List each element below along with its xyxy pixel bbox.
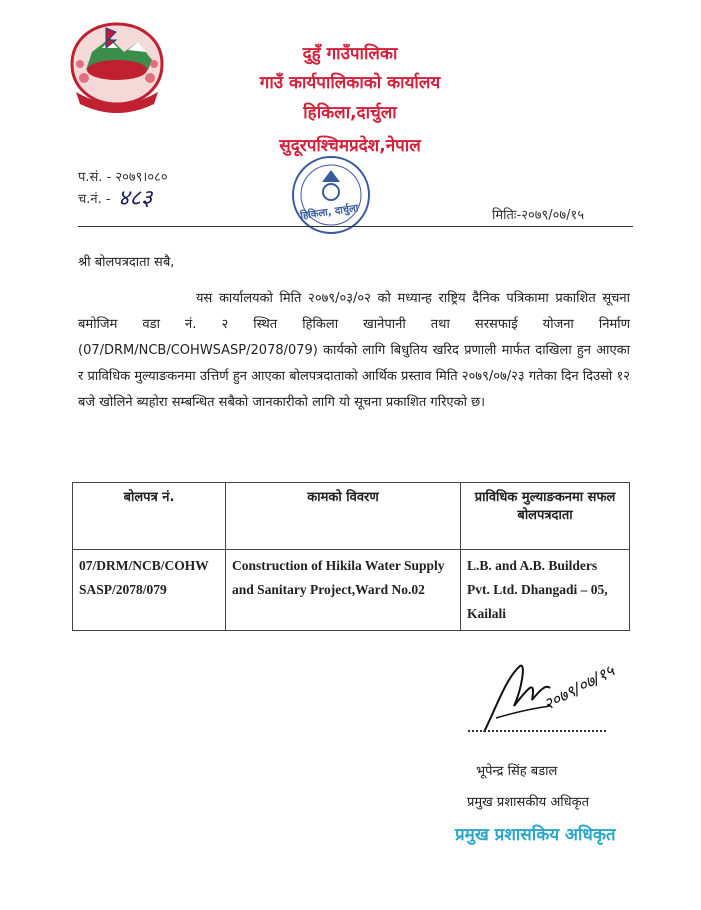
header-office: गाउँ कार्यपालिकाको कार्यालय (259, 73, 441, 93)
dispatch-number: ४८३ (118, 186, 153, 211)
header-province: सुदूरपश्चिमप्रदेश,नेपाल (279, 136, 421, 156)
stamp-text: हिकिला, दार्चुला (299, 202, 360, 222)
table-header-description: कामको विवरण (226, 483, 461, 550)
signature-line (468, 730, 606, 732)
table-row (73, 550, 630, 631)
bid-table (72, 482, 630, 631)
signature-date: २०७९/०७/१५ (540, 660, 618, 714)
salutation: श्री बोलपत्रदाता सबै, (78, 255, 175, 270)
header-divider (78, 226, 633, 227)
cell-bidder: L.B. and A.B. Builders Pvt. Ltd. Dhangadi – 05, Kailali (461, 550, 630, 631)
designation-stamp: प्रमुख प्रशासकिय अधिकृत (455, 825, 616, 845)
table-header-bidder: प्राविधिक मुल्याङकनमा सफल बोलपत्रदाता (461, 483, 630, 550)
signatory-name: भूपेन्द्र सिंह बडाल (476, 764, 558, 779)
header-location: हिकिला,दार्चुला (303, 103, 397, 123)
table-header-row (73, 483, 630, 550)
header-municipality: दुहुँ गाउँपालिका (302, 44, 398, 64)
table-header-bid-no: बोलपत्र नं. (73, 483, 226, 550)
signatory-designation: प्रमुख प्रशासकीय अधिकृत (467, 795, 590, 810)
dispatch-label: च.नं. - (78, 192, 111, 207)
letter-date: मितिः-२०७९/०७/१५ (492, 208, 585, 223)
cell-bid-number: 07/DRM/NCB/COHW SASP/2078/079 (73, 550, 226, 631)
government-emblem-icon (62, 18, 172, 118)
cell-description: Construction of Hikila Water Supply and Sanitary Project,Ward No.02 (226, 550, 461, 631)
notice-body: यस कार्यालयको मिति २०७९/०३/०२ को मध्यान्ह राष्ट्रिय दैनिक पत्रिकामा प्रकाशित सूचना बमोजिम वडा नं. २ स्थित हिकिला खानेपानी तथा सरसफाई योजना निर्माण (07/DRM/NCB/COHWSASP/2078/079) कार्यको लागि बिधुतिय खरिद प्रणाली मार्फत दाखिला हुन आएका र प्राविधिक मुल्याङकनमा उत्तिर्ण हुन आएका बोलपत्रदाताको आर्थिक प्रस्ताव मिति २०७९/०७/२३ गतेका दिन दिउसो १२ बजे खोलिने ब्यहोरा सम्बन्धित सबैको जानकारीको लागि यो सूचना प्रकाशित गरिएको छ। (78, 291, 630, 410)
letter-number: प.सं. - २०७९।०८० (78, 170, 168, 185)
